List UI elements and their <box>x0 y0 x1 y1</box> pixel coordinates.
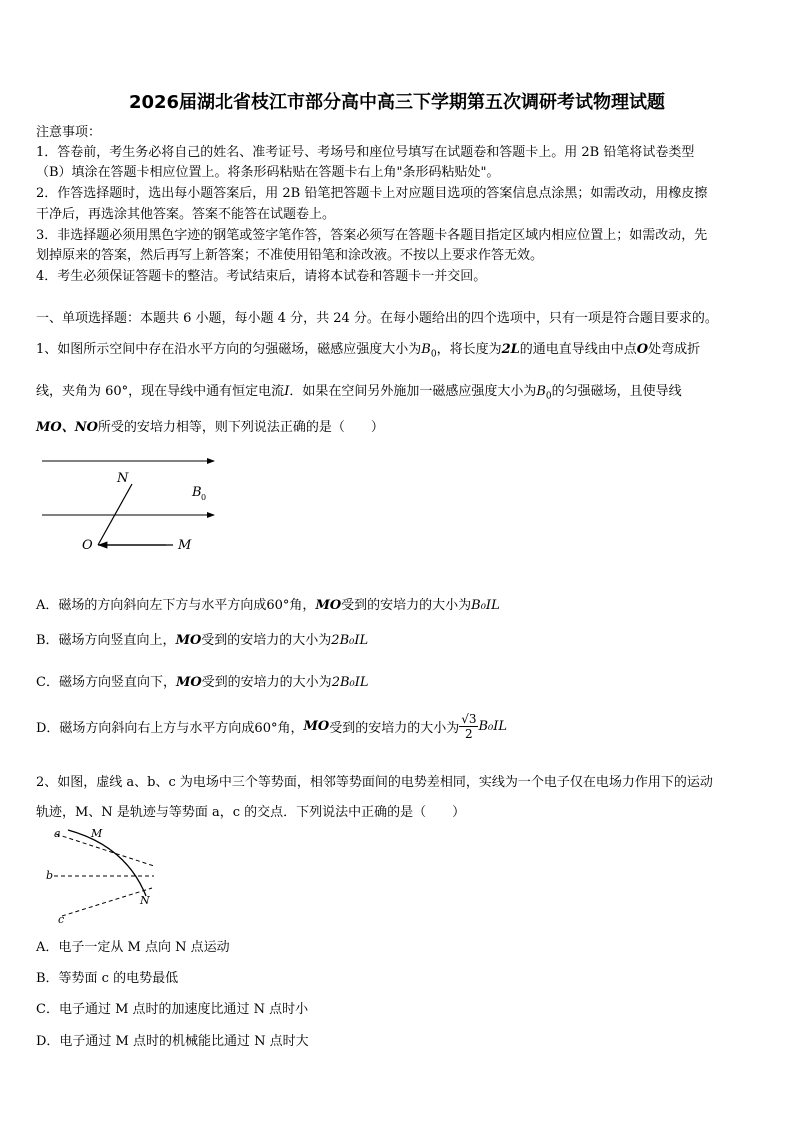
notice-line-7: 4．考生必须保证答题卡的整洁。考试结束后，请将本试卷和答题卡一并交回。 <box>36 269 487 284</box>
label-m: M <box>91 827 103 840</box>
label-m: M <box>178 538 192 553</box>
q2-option-c[interactable]: C．电子通过 M 点时的加速度比通过 N 点时小 <box>36 1002 309 1017</box>
q1-option-a[interactable]: A．磁场的方向斜向左下方与水平方向成60°角，MO受到的安培力的大小为B₀IL <box>36 598 500 613</box>
notice-line-6: 划掉原来的答案，然后再写上新答案；不准使用铅笔和涂改液。不按以上要求作答无效。 <box>36 248 544 263</box>
label-c: c <box>58 913 65 924</box>
q1-option-d[interactable]: D．磁场方向斜向右上方与水平方向成60°角，MO受到的安培力的大小为 $\frac{√3}{2}$ B₀IL <box>36 712 508 741</box>
notice-line-5: 3．非选择题必须用黑色字迹的钢笔或签字笔作答，答案必须写在答题卡各题目指定区域内相应位置上；如需改动，先 <box>36 228 708 243</box>
q1-stem-line-2: 线，夹角为 60°，现在导线中通有恒定电流I．如果在空间另外施加一磁感应强度大小为$B_0$的匀强磁场，且使导线 <box>36 384 682 402</box>
equipotential-c <box>62 888 152 916</box>
section-heading: 一、单项选择题：本题共 6 小题，每小题 4 分，共 24 分。在每小题给出的四个选项中，只有一项是符合题目要求的。 <box>36 311 718 326</box>
q2-option-d[interactable]: D．电子通过 M 点时的机械能比通过 N 点时大 <box>36 1034 309 1049</box>
q1-option-b[interactable]: B．磁场方向竖直向上，MO受到的安培力的大小为2B₀IL <box>36 633 369 648</box>
page-title: 2026届湖北省枝江市部分高中高三下学期第五次调研考试物理试题 <box>128 92 666 113</box>
label-n: N <box>117 471 129 486</box>
label-b: b <box>46 869 54 882</box>
sqrt3-over-2: $\frac{√3}{2}$ <box>461 712 477 741</box>
q2-stem-line-2: 轨迹，M、N 是轨迹与等势面 a，c 的交点．下列说法中正确的是（ ） <box>36 805 466 820</box>
electron-trajectory <box>68 830 146 896</box>
label-o: O <box>82 538 93 553</box>
notice-line-4: 干净后，再选涂其他答案。答案不能答在试题卷上。 <box>36 207 336 222</box>
notice-heading: 注意事项： <box>36 125 102 140</box>
equipotential-a <box>56 834 154 866</box>
label-b0-sub: 0 <box>201 493 207 502</box>
label-n: N <box>140 894 150 907</box>
notice-line-2: （B）填涂在答题卡相应位置上。将条形码粘贴在答题卡右上角"条形码粘贴处"。 <box>36 165 500 180</box>
notice-line-1: 1．答卷前，考生务必将自己的姓名、准考证号、考场号和座位号填写在试题卷和答题卡上。用 2B 铅笔将试卷类型 <box>36 145 695 160</box>
q1-stem-line-3: MO、NO所受的安培力相等，则下列说法正确的是（ ） <box>36 420 384 435</box>
q2-option-b[interactable]: B．等势面 c 的电势最低 <box>36 971 179 986</box>
label-b0: B <box>192 485 202 500</box>
q2-figure <box>36 824 166 924</box>
q1-figure <box>36 452 226 562</box>
q2-option-a[interactable]: A．电子一定从 M 点向 N 点运动 <box>36 940 230 955</box>
label-a: a <box>54 827 61 840</box>
q1-stem-line-1: 1、如图所示空间中存在沿水平方向的匀强磁场，磁感应强度大小为$B_0$，将长度为2L的通电直导线由中点O处弯成折 <box>36 342 701 360</box>
q2-stem-line-1: 2、如图，虚线 a、b、c 为电场中三个等势面，相邻等势面间的电势差相同，实线为一个电子仅在电场力作用下的运动 <box>36 775 713 790</box>
notice-line-3: 2．作答选择题时，选出每小题答案后，用 2B 铅笔把答题卡上对应题目选项的答案信息点涂黑；如需改动，用橡皮擦 <box>36 186 708 201</box>
q1-option-c[interactable]: C．磁场方向竖直向下，MO受到的安培力的大小为2B₀IL <box>36 675 369 690</box>
